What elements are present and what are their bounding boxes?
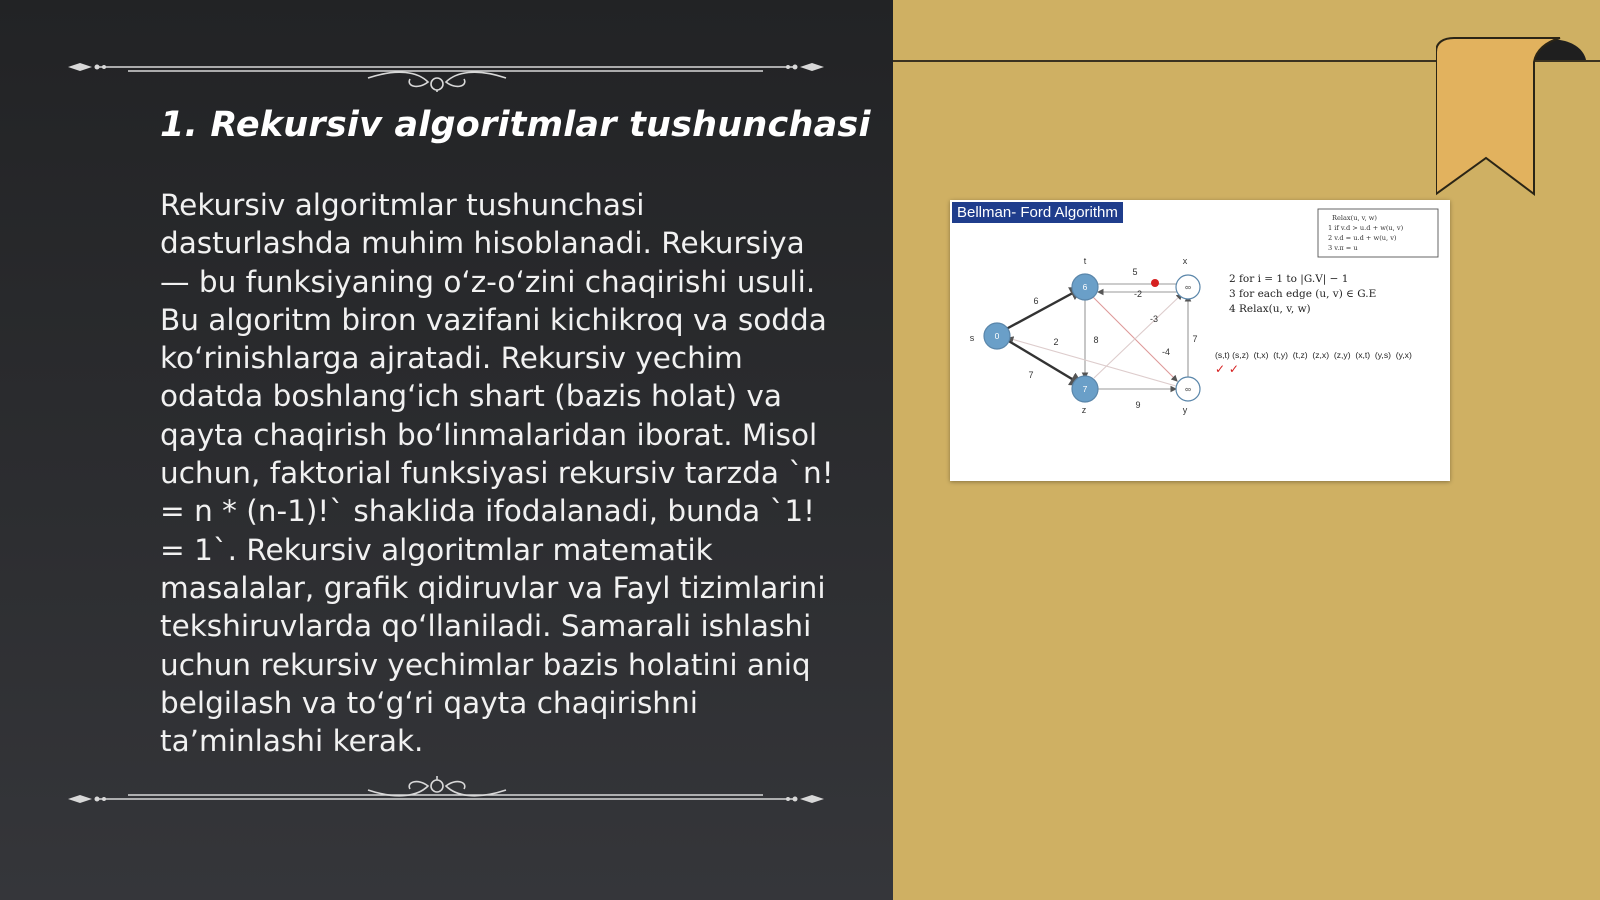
checkmarks: ✓ ✓ (1215, 362, 1239, 376)
edge-weight: 7 (1192, 334, 1198, 344)
bottom-ornament (68, 776, 824, 826)
node-y-label: y (1182, 405, 1188, 415)
pseudocode-line: 4 Relax(u, v, w) (1229, 303, 1311, 315)
edge-weight: -2 (1133, 289, 1143, 299)
edge-weight: 6 (1033, 296, 1039, 306)
relax-line: 1 if v.d > u.d + w(u, v) (1328, 224, 1404, 232)
relax-line: Relax(u, v, w) (1332, 214, 1377, 222)
edge-weight: -3 (1149, 314, 1159, 324)
pseudocode-line: 2 for i = 1 to |G.V| − 1 (1229, 273, 1349, 285)
node-s-label: s (969, 333, 975, 343)
bellman-ford-figure (950, 200, 1450, 481)
top-ornament (68, 42, 824, 92)
edge-weight: 9 (1135, 400, 1141, 410)
node-x-value: ∞ (1184, 282, 1192, 292)
edge-weight: -4 (1161, 347, 1171, 357)
node-t-value: 6 (1082, 282, 1088, 292)
slide-body-text: Rekursiv algoritmlar tushunchasi dasturlashda muhim hisoblanadi. Rekursiya — bu funksiyaning oʻz-oʻzini chaqirishi usuli. Bu algoritm biron vazifani kichikroq va sodda koʻrinishlarga ajratadi. Rekursiv yechim odatda boshlangʻich shart (bazis holat) va qayta chaqirish boʻlinmalaridan iborat. Misol uchun, faktorial funksiyasi rekursiv tarzda `n! = n * (n-1)!` shaklida ifodalanadi, bunda `1! = 1`. Rekursiv algoritmlar matematik masalalar, grafik qidiruvlar va Fayl tizimlarini tekshiruvlarda qoʻllaniladi. Samarali ishlashi uchun rekursiv yechimlar bazis holatini aniq belgilash va toʻgʻri qayta chaqirishni taʼminlashi kerak. (160, 188, 834, 759)
edge-weight: 7 (1028, 370, 1034, 380)
slide-title: 1. Rekursiv algoritmlar tushunchasi (160, 105, 871, 145)
node-z-label: z (1081, 405, 1087, 415)
figure-title: Bellman- Ford Algorithm (952, 202, 1123, 223)
edge-order: (s,t) (s,z) (t,x) (t,y) (t,z) (z,x) (z,y) (x,t) (y,s) (y,x) (1215, 350, 1412, 360)
node-t-label: t (1083, 256, 1087, 266)
relax-line: 2 v.d = u.d + w(u, v) (1328, 234, 1397, 242)
bookmark-ribbon (1436, 36, 1586, 201)
node-y-value: ∞ (1184, 384, 1192, 394)
graph-diagram (950, 200, 1450, 481)
edge-weight: 2 (1053, 337, 1059, 347)
relax-line: 3 v.π = u (1328, 244, 1358, 252)
pseudocode-line: 3 for each edge (u, v) ∈ G.E (1229, 288, 1377, 300)
node-s-value: 0 (994, 331, 1000, 341)
edge-weight: 5 (1132, 267, 1138, 277)
node-z-value: 7 (1082, 384, 1088, 394)
edge-weight: 8 (1093, 335, 1099, 345)
node-x-label: x (1182, 256, 1188, 266)
